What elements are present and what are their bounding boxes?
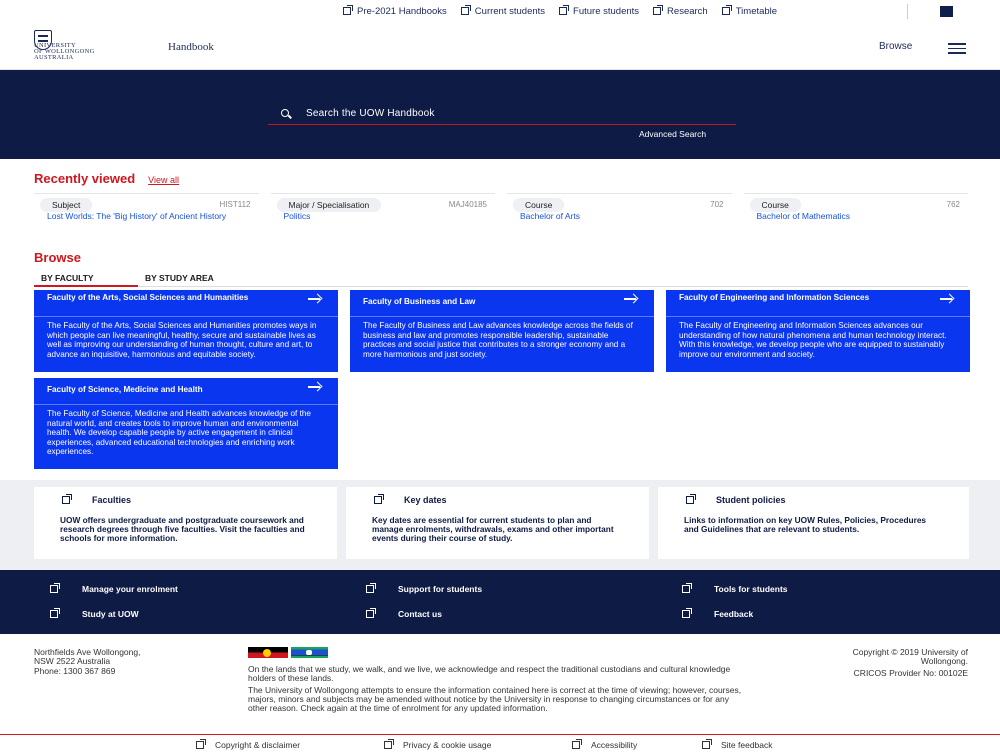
aboriginal-flag-icon: [248, 647, 288, 658]
crest-icon: [34, 30, 52, 50]
external-link-icon: [653, 7, 661, 15]
utility-bar: [0, 0, 1000, 22]
footer-address: Northfields Ave Wollongong, NSW 2522 Australia Phone: 1300 367 869: [34, 647, 141, 676]
site-title[interactable]: Handbook: [168, 41, 214, 53]
faculty-card-arts[interactable]: [34, 290, 338, 372]
external-link-icon: [682, 585, 690, 593]
advanced-search-link[interactable]: Advanced Search: [639, 129, 707, 139]
external-link-icon: [559, 7, 567, 15]
recent-item-link[interactable]: Bachelor of Mathematics: [756, 211, 851, 221]
browse-tabs: [34, 271, 968, 287]
legal-links: [0, 734, 1000, 752]
faculty-card-engineering[interactable]: [666, 290, 970, 372]
footer-link-feedback[interactable]: Feedback: [682, 609, 753, 619]
legal-link-copyright[interactable]: Copyright & disclaimer: [196, 740, 300, 750]
utility-link-current-students[interactable]: Current students: [461, 6, 545, 17]
item-code: 702: [710, 200, 724, 209]
external-link-icon: [682, 610, 690, 618]
arrow-right-icon: [624, 298, 636, 300]
recent-item: [744, 193, 969, 229]
footer-link-manage-enrolment[interactable]: Manage your enrolment: [50, 584, 178, 594]
external-link-icon: [366, 585, 374, 593]
faculty-card-title: Faculty of Science, Medicine and Health: [34, 378, 338, 405]
torres-strait-islander-flag-icon: [291, 647, 328, 658]
acknowledgement-of-country: On the lands that we study, we walk, and we live, we acknowledge and respect the traditional custodians and cultural knowledge holders of these lands.: [248, 664, 731, 683]
bookmark-icon[interactable]: [940, 6, 953, 17]
search-placeholder: Search the UOW Handbook: [306, 108, 435, 119]
item-code: 762: [946, 200, 960, 209]
external-link-icon: [196, 741, 204, 749]
external-link-icon: [62, 496, 70, 504]
footer-link-study-at-uow[interactable]: Study at UOW: [50, 609, 139, 619]
footer-link-contact-us[interactable]: Contact us: [366, 609, 442, 619]
item-type-badge: Subject: [40, 198, 92, 212]
info-card-student-policies[interactable]: [658, 487, 969, 559]
external-link-icon: [366, 610, 374, 618]
arrow-right-icon: [308, 298, 320, 300]
item-type-badge: Course: [750, 198, 801, 212]
external-link-icon: [50, 585, 58, 593]
footer-nav: [0, 570, 1000, 634]
faculty-card-science-medicine[interactable]: [34, 378, 338, 469]
browse-button[interactable]: Browse: [879, 41, 913, 52]
external-link-icon: [722, 7, 730, 15]
external-link-icon: [384, 741, 392, 749]
info-card-faculties[interactable]: [34, 487, 337, 559]
legal-link-site-feedback[interactable]: Site feedback: [702, 740, 773, 750]
faculty-card-description: The Faculty of the Arts, Social Sciences and Humanities promotes ways in which people can live meaningful, healthy, secure and sustainable lives as well as improving our understanding of human thought, culture and art, to advance an inquisitive, harmonious and equitable society.: [47, 321, 317, 359]
recent-item: [34, 193, 259, 229]
info-card-body: UOW offers undergraduate and postgraduate coursework and research degrees through five faculties. Visit the faculties and schools for more information.: [60, 515, 305, 543]
faculty-card-description: The Faculty of Engineering and Information Sciences advances our understanding of how natural phenomena and human technology interact. With this knowledge, we develop people who are equipped to sustainably improve our environment and society.: [679, 321, 947, 359]
recently-viewed-title: Recently viewed: [34, 171, 136, 186]
faculty-card-business-law[interactable]: [350, 290, 654, 372]
recently-viewed-list: [34, 193, 968, 229]
info-card-body: Key dates are essential for current students to plan and manage enrolments, withdrawals, exams and other important events during their course of study.: [372, 515, 614, 543]
info-card-title: Student policies: [716, 495, 786, 505]
utility-link-future-students[interactable]: Future students: [559, 6, 639, 17]
logo-text: UNIVERSITY OF WOLLONGONG AUSTRALIA: [34, 42, 95, 61]
legal-link-privacy[interactable]: Privacy & cookie usage: [384, 740, 491, 750]
item-code: HIST112: [219, 200, 251, 209]
external-link-icon: [686, 496, 694, 504]
info-card-title: Faculties: [92, 495, 132, 505]
recent-item-link[interactable]: Politics: [283, 211, 311, 221]
arrow-right-icon: [940, 298, 952, 300]
legal-link-accessibility[interactable]: Accessibility: [572, 740, 637, 750]
info-card-body: Links to information on key UOW Rules, Policies, Procedures and Guidelines that are relevant to students.: [684, 515, 927, 534]
item-type-badge: Course: [513, 198, 564, 212]
recent-item-link[interactable]: Lost Worlds: The 'Big History' of Ancient History: [47, 211, 227, 221]
search-input[interactable]: [268, 106, 736, 125]
arrow-right-icon: [308, 386, 320, 388]
utility-link-timetable[interactable]: Timetable: [722, 6, 777, 17]
tab-by-study-area[interactable]: BY STUDY AREA: [145, 273, 214, 283]
faculty-card-title: Faculty of the Arts, Social Sciences and Humanities: [34, 290, 338, 317]
external-link-icon: [572, 741, 580, 749]
item-code: MAJ40185: [448, 200, 487, 209]
utility-link-pre-2021-handbooks[interactable]: Pre-2021 Handbooks: [343, 6, 447, 17]
faculty-card-description: The Faculty of Business and Law advances knowledge across the fields of business and law and promotes responsible leadership, sustainable practices and social justice that contributes to a stronger economy and a more harmonious and just society.: [363, 321, 633, 359]
external-link-icon: [343, 7, 351, 15]
external-link-icon: [702, 741, 710, 749]
info-card-key-dates[interactable]: [346, 487, 649, 559]
site-header: [0, 22, 1000, 70]
external-link-icon: [461, 7, 469, 15]
item-type-badge: Major / Specialisation: [277, 198, 382, 212]
external-link-icon: [50, 610, 58, 618]
faculty-card-description: The Faculty of Science, Medicine and Health advances knowledge of the natural world, and creates tools to improve human and environmental health. We develop capable people by active engagement in clinical experiences, advanced educational technologies and enriching work experiences.: [47, 409, 311, 457]
recently-viewed-header: [34, 171, 179, 186]
external-link-icon: [374, 496, 382, 504]
view-all-link[interactable]: View all: [148, 175, 180, 185]
copyright-notice: Copyright © 2019 University of Wollongong. CRICOS Provider No: 00102E: [852, 647, 968, 678]
uow-logo[interactable]: [34, 30, 95, 61]
recent-item: [271, 193, 496, 229]
recent-item: [507, 193, 732, 229]
recent-item-link[interactable]: Bachelor of Arts: [520, 211, 581, 221]
menu-icon[interactable]: [948, 43, 966, 57]
tab-by-faculty[interactable]: BY FACULTY: [34, 271, 138, 287]
faculty-card-title: Faculty of Engineering and Information Sciences: [666, 290, 970, 317]
flags: [248, 647, 328, 658]
divider: [907, 4, 908, 19]
utility-link-research[interactable]: Research: [653, 6, 708, 17]
search-icon: [281, 109, 289, 117]
footer-link-tools[interactable]: Tools for students: [682, 584, 788, 594]
info-card-title: Key dates: [404, 495, 447, 505]
disclaimer-text: The University of Wollongong attempts to ensure the information contained here is correct at the time of viewing; however, courses, majors, minors and subjects may be amended without notice by the University in response to changing circumstances or for any other reason. Check again at the time of enrolment for any updated information.: [248, 685, 742, 713]
browse-title: Browse: [34, 250, 81, 265]
footer-link-support[interactable]: Support for students: [366, 584, 482, 594]
utility-links: [343, 6, 777, 17]
faculty-card-title: Faculty of Business and Law: [350, 290, 654, 317]
search-hero: [0, 70, 1000, 159]
